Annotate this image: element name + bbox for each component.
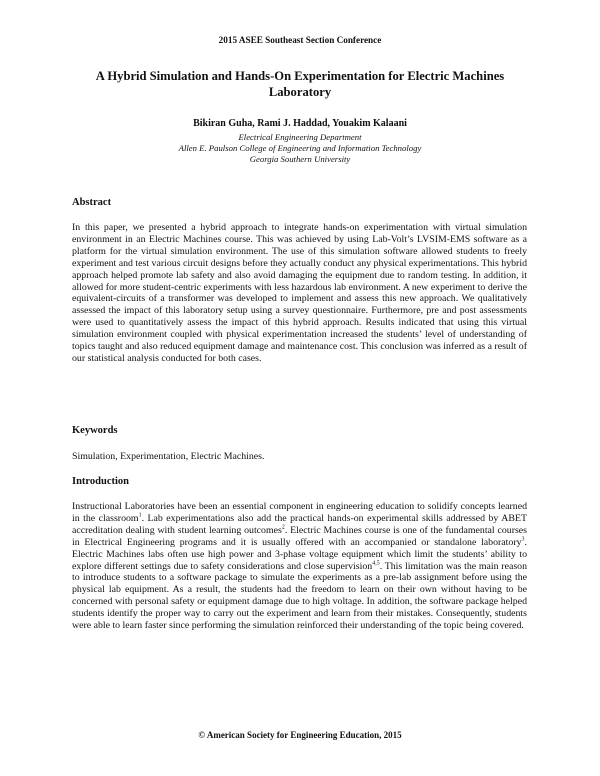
citation-3: 3 <box>521 536 525 543</box>
copyright-footer: © American Society for Engineering Education, 2015 <box>198 730 402 740</box>
keywords-body: Simulation, Experimentation, Electric Machines. <box>72 451 265 462</box>
abstract-body: In this paper, we presented a hybrid approach to integrate hands-on experimentation with virtual simulation environment in an Electric Machines course. This was achieved by using Lab-Volt’s LVSIM-EMS software as a platform for the virtual simulation environment. The use of this simulation software allowed students to freely experiment and test various circuit designs before they actually conduct any physical experimentations. This hybrid approach helped promote lab safety and also avoid damaging the equipment due to random testing. In addition, it allowed for more student-centric experiments with less hazardous lab environment. A new experiment to derive the equivalent-circuits of a transformer was developed to implement and assess this new approach. We qualitatively assessed the impact of this laboratory setup using a survey questionnaire. Furthermore, pre and post assessments were used to quantitatively assess the impact of this hybrid approach. Results indicated that using this virtual simulation environment coupled with physical experimentation increased the students’ level of understanding of topics taught and also reduced equipment damage and maintenance cost. This conclusion was inferred as a result of our statistical analysis conducted for both cases. <box>72 222 527 364</box>
intro-text-3: . Electric Machines course is one of the fundamental courses in Electrical Engineering programs and it is usually offered with an accompanied or standalone laboratory <box>72 524 527 548</box>
affiliation-department: Electrical Engineering Department <box>238 132 362 142</box>
citation-4-5: 4,5 <box>372 560 380 567</box>
paper-title: A Hybrid Simulation and Hands-On Experimentation for Electric Machines Laboratory <box>95 69 505 99</box>
affiliation-university: Georgia Southern University <box>249 154 351 164</box>
citation-2: 2 <box>281 524 285 531</box>
citation-1: 1 <box>138 512 142 519</box>
intro-text-1: Instructional Laboratories have been an essential component in engineering education to solidify concepts learned in the classroom <box>72 501 527 524</box>
introduction-body <box>72 501 527 632</box>
intro-text-4: . Electric Machines labs often use high power and 3-phase voltage equipment which limit the students’ ability to explore different settings due to safety considerations and close supervision <box>72 536 527 572</box>
keywords-heading: Keywords <box>72 425 118 436</box>
conference-header: 2015 ASEE Southeast Section Conference <box>218 35 382 45</box>
abstract-heading: Abstract <box>72 197 112 208</box>
intro-text-5: . This limitation was the main reason to introduce students to a software package to simulate the experiments as a pre-lab assignment before using the physical lab equipment. As a result, the students had the freedom to learn on their own without having to be concerned with personal safety or equipment damage due to high voltage. In addition, the software package helped students identify the proper way to carry out the experiment and learn from their mistakes. Consequently, students were able to learn faster since performing the simulation reinforced their understanding of the topic being covered. <box>72 560 527 632</box>
affiliation-college: Allen E. Paulson College of Engineering and Information Technology <box>178 143 422 153</box>
intro-text-2: . Lab experimentations also add the practical hands-on experimental skills addressed by ABET accreditation dealing with student learning outcomes <box>72 512 527 536</box>
introduction-heading: Introduction <box>72 476 129 487</box>
author-list: Bikiran Guha, Rami J. Haddad, Youakim Kalaani <box>193 118 407 129</box>
